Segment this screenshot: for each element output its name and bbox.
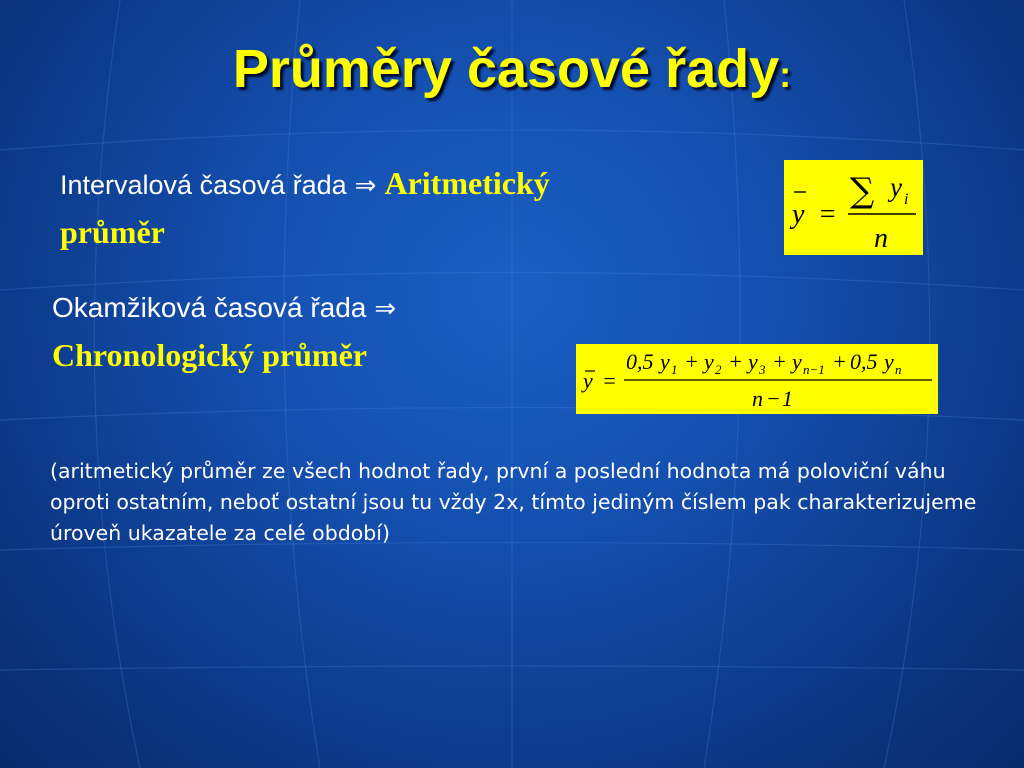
f2-yn1: y <box>792 349 802 374</box>
f2-lhs: y <box>583 368 593 393</box>
f2-sn1: n−1 <box>803 362 825 377</box>
f1-sum: ∑ <box>850 171 875 211</box>
title-text: Průměry časové řady <box>232 39 780 99</box>
method-arithmetic: Aritmetický <box>384 165 550 201</box>
f2-s1: 1 <box>671 362 678 377</box>
f2-y2: y <box>704 349 714 374</box>
slide-title <box>0 38 1024 100</box>
f2-den-one: 1 <box>782 386 793 411</box>
f2-y1: y <box>660 349 670 374</box>
f2-yn: y <box>884 349 894 374</box>
interval-label: Intervalová časová řada <box>60 170 347 200</box>
implies-arrow-icon-2: ⇒ <box>374 294 397 324</box>
f1-num-var: y <box>890 172 902 202</box>
f2-coef2: 0,5 <box>850 349 878 374</box>
f2-coef1: 0,5 <box>626 349 654 374</box>
f2-plus1: + <box>684 349 699 374</box>
f2-plus2: + <box>728 349 743 374</box>
f2-den-n: n <box>752 386 763 411</box>
f2-s2: 2 <box>715 362 722 377</box>
f2-plus4: + <box>832 349 847 374</box>
explanation-note: (aritmetický průměr ze všech hodnot řady, první a poslední hodnota má poloviční váhu oproti ostatním, neboť ostatní jsou tu vždy 2x, tímto jediným číslem pak charakterizujeme úroveň ukazatele za celé období) <box>50 459 977 545</box>
f2-den-minus: − <box>766 386 781 411</box>
formula-arithmetic-mean <box>784 160 923 255</box>
f2-sn: n <box>895 362 902 377</box>
f2-s3: 3 <box>759 362 766 377</box>
title-colon: : <box>779 54 792 95</box>
formula-chronological-mean <box>576 344 938 414</box>
f2-eq: = <box>602 368 617 393</box>
f1-eq: = <box>818 199 837 230</box>
implies-arrow-icon: ⇒ <box>354 171 377 201</box>
f1-den: n <box>874 223 888 254</box>
f1-lhs: y <box>792 199 805 230</box>
method-arithmetic-line2: průměr <box>60 214 165 250</box>
section-interval <box>60 160 740 257</box>
moment-label: Okamžiková časová řada <box>52 292 367 323</box>
f2-y3: y <box>748 349 758 374</box>
f1-num-sub: i <box>904 191 909 208</box>
section-moment <box>52 285 592 380</box>
method-chronological: Chronologický průměr <box>52 337 367 373</box>
f2-plus3: + <box>772 349 787 374</box>
